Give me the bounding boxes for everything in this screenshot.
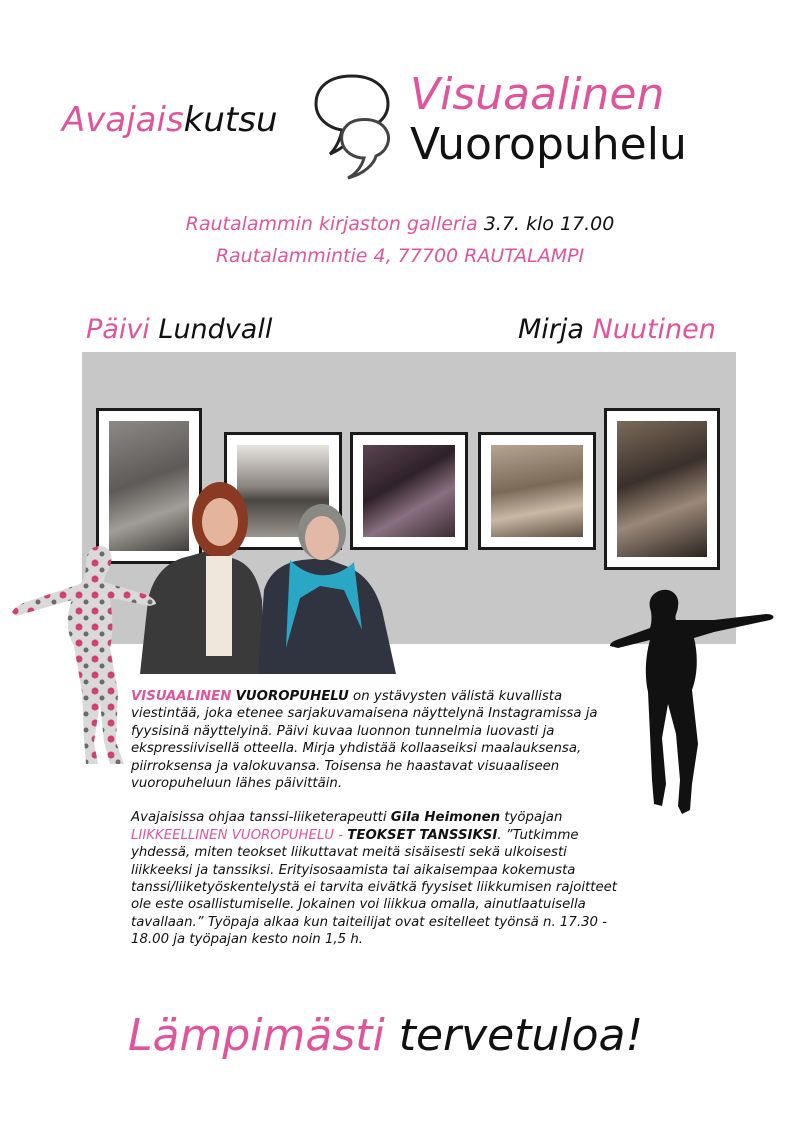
artist-left [86,314,272,345]
paragraph-1 [131,688,631,792]
venue-info [0,208,800,272]
p2-text-c: . ”Tutkimme yhdessä, miten teokset liikuttavat meitä sisäisesti sekä ulkoisesti liikkeeksi ja tanssiksi. Erityisosaamista tai aikaisempaa kokemusta tanssi/liiketyöskentelystä ei tarvita eivätkä fyysiset liikkumisen rajoitteet ole este osallistumiselle. Jokainen voi liikkua omalla, ainutlaatuisella tavallaan.” Työpaja alkaa kun taiteilijat ovat esitelleet työnsä n. 17.30 - 18.00 ja työpajan kesto noin 1,5 h. [131,827,618,948]
invitation-label [62,100,278,140]
p1-bold: VUOROPUHELU [235,689,349,704]
title-line-1: Visuaalinen [410,69,665,120]
speech-bubbles-logo-icon [312,70,394,182]
artist-right-last: Nuutinen [592,314,716,345]
p1-text: on ystävysten välistä kuvallista viestintää, joka etenee sarjakuvamaisena näyttelynä Instagramissa ja fyysisinä näyttelyinä. Päivi kuvaa luonnon tunnelmia luovasti ja ekspressiivisellä otteella. Mirja yhdistää kollaaseiksi maalauksensa, piirroksensa ja valokuvansa. Toisensa he haastavat visuaaliseen vuoropuheluun lähes päivittäin. [131,689,598,792]
description-text [131,688,631,966]
invite-dark: kutsu [183,100,278,140]
artist-left-last: Lundvall [158,314,273,345]
p1-pink: VISUAALINEN [131,689,232,704]
venue-address: Rautalammintie 4, 77700 RAUTALAMPI [215,245,585,267]
invite-pink: Avajais [62,100,184,140]
exhibition-title [410,70,687,170]
welcome-dark: tervetuloa! [398,1010,644,1061]
paragraph-2 [131,809,631,948]
artist-right [518,314,716,345]
artist-left-first: Päivi [86,314,150,345]
welcome-pink: Lämpimästi [128,1010,385,1061]
workshop-name: LIIKKEELLINEN VUOROPUHELU - [131,827,348,843]
p2-text-b: työpajan [500,810,563,826]
venue-name: Rautalammin kirjaston galleria [185,213,478,235]
black-dancer-silhouette-icon [606,584,776,820]
artists-portrait-photo [140,480,405,674]
event-time: 3.7. klo 17.00 [483,213,615,235]
artist-right-first: Mirja [518,314,584,345]
title-line-2: Vuoropuhelu [410,119,687,170]
p2-text-a: Avajaisissa ohjaa tanssi-liiketerapeutti [131,810,391,826]
welcome-message [128,1010,643,1061]
artwork-frame-5 [604,408,720,570]
artwork-frame-4 [478,432,596,550]
instructor-name: Gila Heimonen [390,810,501,826]
workshop-subtitle: TEOKSET TANSSIKSI [347,827,498,843]
